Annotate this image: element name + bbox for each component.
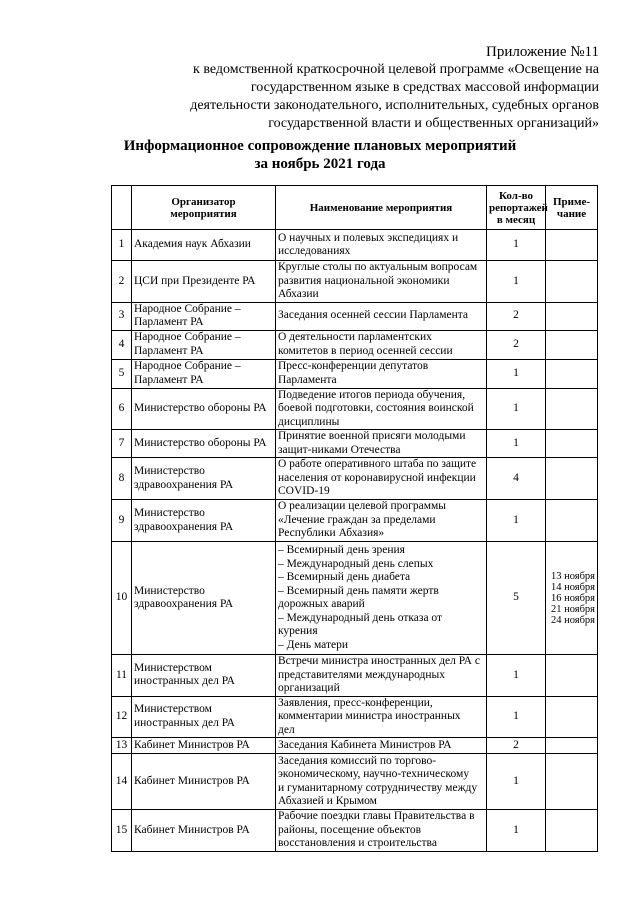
row-number: 6 — [112, 388, 132, 430]
event-name-cell: Заседания Кабинета Министров РА — [276, 738, 487, 754]
report-count-cell: 5 — [487, 542, 546, 655]
organizer-cell: Народное Собрание – Парламент РА — [132, 302, 276, 330]
organizer-cell: Министерством иностранных дел РА — [132, 655, 276, 697]
report-count-cell: 1 — [487, 696, 546, 738]
organizer-cell: Кабинет Министров РА — [132, 810, 276, 852]
event-name-cell: Круглые столы по актуальным вопросам развития национальной экономики Абхазии — [276, 261, 487, 303]
note-cell — [546, 458, 598, 500]
event-name-cell: Заседания осенней сессии Парламента — [276, 302, 487, 330]
table-row — [112, 261, 598, 303]
note-cell — [546, 810, 598, 852]
event-name-cell: О научных и полевых экспедициях и исследованиях — [276, 230, 487, 261]
note-cell — [546, 302, 598, 330]
table-row — [112, 655, 598, 697]
appendix-line: государственном языке в средствах массовой информации — [250, 80, 599, 95]
organizer-cell: Народное Собрание – Парламент РА — [132, 359, 276, 388]
row-number: 4 — [112, 330, 132, 359]
row-number: 2 — [112, 261, 132, 303]
note-cell — [546, 388, 598, 430]
appendix-number: Приложение №11 — [485, 44, 599, 60]
table-row — [112, 754, 598, 810]
report-count-cell: 1 — [487, 359, 546, 388]
note-cell — [546, 230, 598, 261]
note-cell — [546, 359, 598, 388]
row-number: 8 — [112, 458, 132, 500]
report-count-cell: 4 — [487, 458, 546, 500]
events-table — [111, 185, 598, 852]
table-row — [112, 458, 598, 500]
event-name-cell: Встречи министра иностранных дел РА с представителями международных организаций — [276, 655, 487, 697]
header-num — [112, 186, 132, 230]
report-count-cell: 1 — [487, 230, 546, 261]
report-count-cell: 1 — [487, 388, 546, 430]
organizer-cell: Министерство здравоохранения РА — [132, 500, 276, 542]
note-cell — [546, 754, 598, 810]
event-name-cell: Пресс-конференции депутатов Парламента — [276, 359, 487, 388]
header-note: Приме- чание — [546, 186, 598, 230]
row-number: 12 — [112, 696, 132, 738]
document-title — [0, 137, 640, 173]
note-cell — [546, 655, 598, 697]
header-event: Наименование мероприятия — [276, 186, 487, 230]
event-name-cell: Принятие военной присяги молодыми защит-никами Отечества — [276, 430, 487, 458]
row-number: 10 — [112, 542, 132, 655]
organizer-cell: ЦСИ при Президенте РА — [132, 261, 276, 303]
organizer-cell: Академия наук Абхазии — [132, 230, 276, 261]
note-cell — [546, 261, 598, 303]
title-line: Информационное сопровождение плановых мероприятий — [123, 138, 517, 154]
event-name-cell: Рабочие поездки главы Правительства в районы, посещение объектов восстановления и строительства — [276, 810, 487, 852]
header-organizer: Организатор мероприятия — [132, 186, 276, 230]
organizer-cell: Кабинет Министров РА — [132, 738, 276, 754]
report-count-cell: 2 — [487, 302, 546, 330]
report-count-cell: 1 — [487, 430, 546, 458]
organizer-cell: Министерство здравоохранения РА — [132, 458, 276, 500]
row-number: 11 — [112, 655, 132, 697]
event-name-cell: О реализации целевой программы «Лечение граждан за пределами Республики Абхазия» — [276, 500, 487, 542]
appendix-line: деятельности законодательного, исполнительных, судебных органов — [190, 98, 599, 113]
row-number: 14 — [112, 754, 132, 810]
row-number: 7 — [112, 430, 132, 458]
organizer-cell: Министерство здравоохранения РА — [132, 542, 276, 655]
organizer-cell: Министерство обороны РА — [132, 430, 276, 458]
organizer-cell: Министерство обороны РА — [132, 388, 276, 430]
event-name-cell: – Всемирный день зрения – Международный день слепых – Всемирный день диабета – Всемирный день памяти жертв дорожных аварий – Международный день отказа от курения – День матери — [276, 542, 487, 655]
report-count-cell: 2 — [487, 330, 546, 359]
report-count-cell: 1 — [487, 754, 546, 810]
row-number: 15 — [112, 810, 132, 852]
organizer-cell: Кабинет Министров РА — [132, 754, 276, 810]
note-cell: 13 ноября 14 ноября 16 ноября 21 ноября 24 ноября — [546, 542, 598, 655]
row-number: 1 — [112, 230, 132, 261]
table-row — [112, 330, 598, 359]
appendix-line: к ведомственной краткосрочной целевой программе «Освещение на — [193, 62, 599, 77]
appendix-line: государственной власти и общественных организаций» — [268, 116, 599, 131]
event-name-cell: Заседания комиссий по торгово- экономическому, научно-техническому и гуманитарному сотрудничеству между Абхазией и Крымом — [276, 754, 487, 810]
note-cell — [546, 430, 598, 458]
table-row — [112, 388, 598, 430]
table-row — [112, 302, 598, 330]
row-number: 13 — [112, 738, 132, 754]
row-number: 9 — [112, 500, 132, 542]
note-cell — [546, 330, 598, 359]
table-row — [112, 738, 598, 754]
table-row — [112, 230, 598, 261]
report-count-cell: 1 — [487, 261, 546, 303]
note-cell — [546, 696, 598, 738]
report-count-cell: 1 — [487, 655, 546, 697]
event-name-cell: Подведение итогов периода обучения, боевой подготовки, состояния воинской дисциплины — [276, 388, 487, 430]
note-cell — [546, 500, 598, 542]
report-count-cell: 1 — [487, 500, 546, 542]
organizer-cell: Министерством иностранных дел РА — [132, 696, 276, 738]
table-row — [112, 430, 598, 458]
event-name-cell: О работе оперативного штаба по защите населения от коронавирусной инфекции COVID-19 — [276, 458, 487, 500]
event-name-cell: О деятельности парламентских комитетов в период осенней сессии — [276, 330, 487, 359]
table-header-row — [112, 186, 598, 230]
report-count-cell: 2 — [487, 738, 546, 754]
row-number: 3 — [112, 302, 132, 330]
table-row — [112, 810, 598, 852]
event-name-cell: Заявления, пресс-конференции, комментарии министра иностранных дел — [276, 696, 487, 738]
table-row — [112, 542, 598, 655]
table-row — [112, 500, 598, 542]
table-row — [112, 359, 598, 388]
header-count: Кол-во репортажей в месяц — [487, 186, 546, 230]
report-count-cell: 1 — [487, 810, 546, 852]
appendix-header — [119, 43, 599, 133]
title-line: за ноябрь 2021 года — [254, 156, 386, 172]
note-cell — [546, 738, 598, 754]
table-row — [112, 696, 598, 738]
row-number: 5 — [112, 359, 132, 388]
organizer-cell: Народное Собрание – Парламент РА — [132, 330, 276, 359]
